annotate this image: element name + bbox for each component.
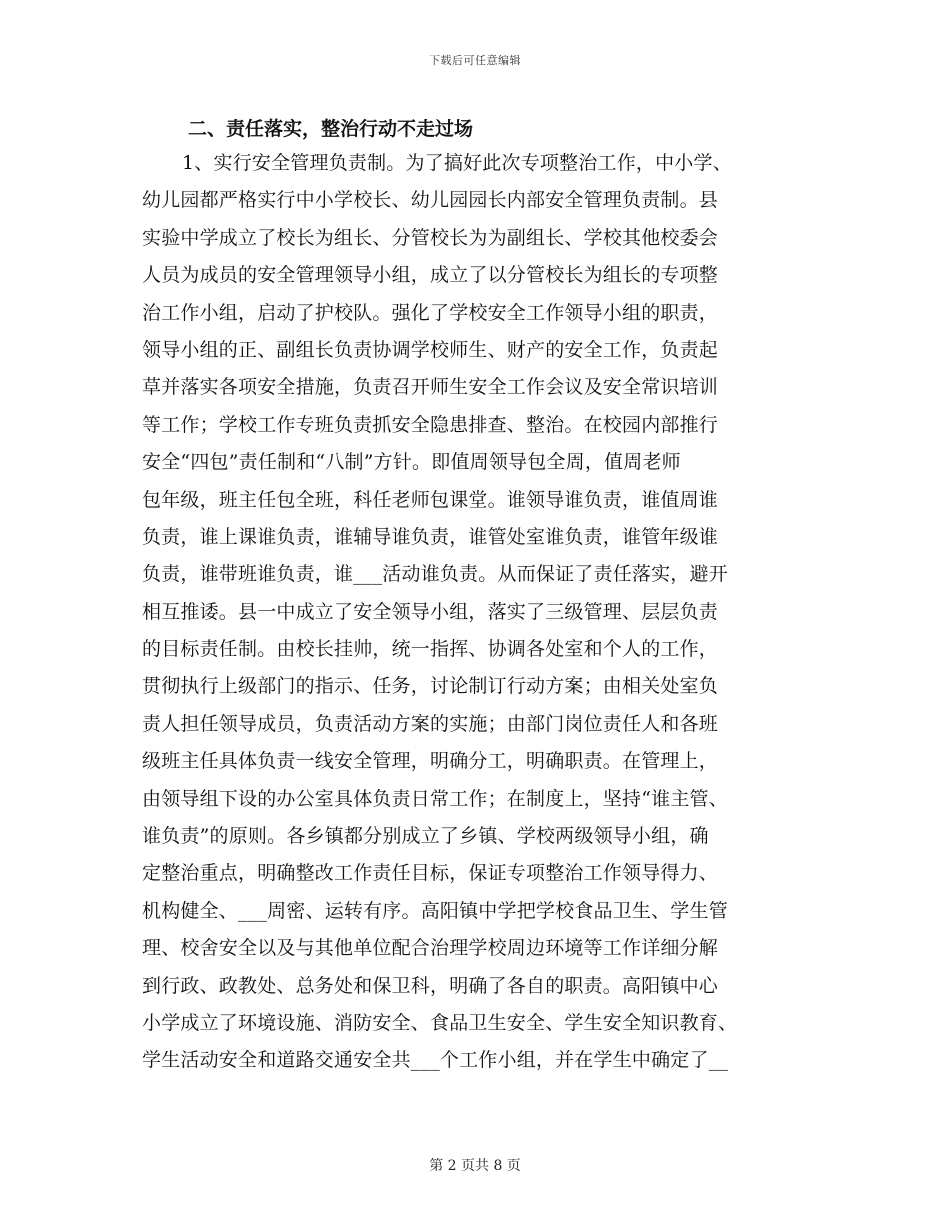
paragraph-line: 负责，谁上课谁负责，谁辅导谁负责，谁管处室谁负责，谁管年级谁: [142, 525, 719, 548]
paragraph-line: 幼儿园都严格实行中小学校长、幼儿园园长内部安全管理负责制。县: [142, 189, 719, 212]
paragraph-line: 等工作；学校工作专班负责抓安全隐患排查、整治。在校园内部推行: [142, 413, 719, 436]
paragraph-line: 学生活动安全和道路交通安全共___个工作小组，并在学生中确定了__: [142, 1049, 729, 1072]
paragraph-line: 的目标责任制。由校长挂帅，统一指挥、协调各处室和个人的工作，: [142, 638, 719, 661]
paragraph-line: 谁负责”的原则。各乡镇都分别成立了乡镇、学校两级领导小组，确: [142, 825, 709, 848]
paragraph-line: 理、校舍安全以及与其他单位配合治理学校周边环境等工作详细分解: [142, 937, 719, 960]
paragraph-line: 草并落实各项安全措施，负责召开师生安全工作会议及安全常识培训: [142, 376, 719, 399]
page-number: 第 2 页共 8 页: [429, 1158, 521, 1174]
paragraph-line: 包年级，班主任包全班，科任老师包课堂。谁领导谁负责，谁值周谁: [142, 488, 719, 511]
paragraph-line: 领导小组的正、副组长负责协调学校师生、财产的安全工作，负责起: [142, 338, 719, 361]
paragraph-line: 人员为成员的安全管理领导小组，成立了以分管校长为组长的专项整: [142, 264, 719, 287]
paragraph-line: 由领导组下设的办公室具体负责日常工作；在制度上，坚持“谁主管、: [142, 787, 728, 810]
paragraph-line: 机构健全、___周密、运转有序。高阳镇中学把学校食品卫生、学生管: [142, 899, 728, 922]
paragraph-line: 责人担任领导成员，负责活动方案的实施；由部门岗位责任人和各班: [142, 712, 719, 735]
paragraph-line: 到行政、政教处、总务处和保卫科，明确了各自的职责。高阳镇中心: [142, 974, 719, 997]
paragraph-line: 定整治重点，明确整改工作责任目标，保证专项整治工作领导得力、: [142, 862, 719, 885]
paragraph-line: 级班主任具体负责一线安全管理，明确分工，明确职责。在管理上，: [142, 750, 719, 773]
page-header-note: 下载后可任意编辑: [429, 54, 521, 67]
paragraph-line: 负责，谁带班谁负责，谁___活动谁负责。从而保证了责任落实，避开: [142, 563, 728, 586]
paragraph-line: 1、实行安全管理负责制。为了搞好此次专项整治工作，中小学、: [182, 152, 732, 174]
body-paragraph: [142, 145, 812, 1080]
paragraph-line: 安全“四包”责任制和“八制”方针。即值周领导包全周，值周老师: [142, 451, 681, 474]
paragraph-line: 贯彻执行上级部门的指示、任务，讨论制订行动方案；由相关处室负: [142, 675, 719, 698]
paragraph-line: 相互推诿。县一中成立了安全领导小组，落实了三级管理、层层负责: [142, 600, 719, 623]
paragraph-line: 实验中学成立了校长为组长、分管校长为为副组长、学校其他校委会: [142, 226, 719, 249]
paragraph-line: 治工作小组，启动了护校队。强化了学校安全工作领导小组的职责，: [142, 301, 719, 324]
section-heading: 二、责任落实，整治行动不走过场: [188, 118, 474, 140]
paragraph-line: 小学成立了环境设施、消防安全、食品卫生安全、学生安全知识教育、: [142, 1011, 738, 1034]
